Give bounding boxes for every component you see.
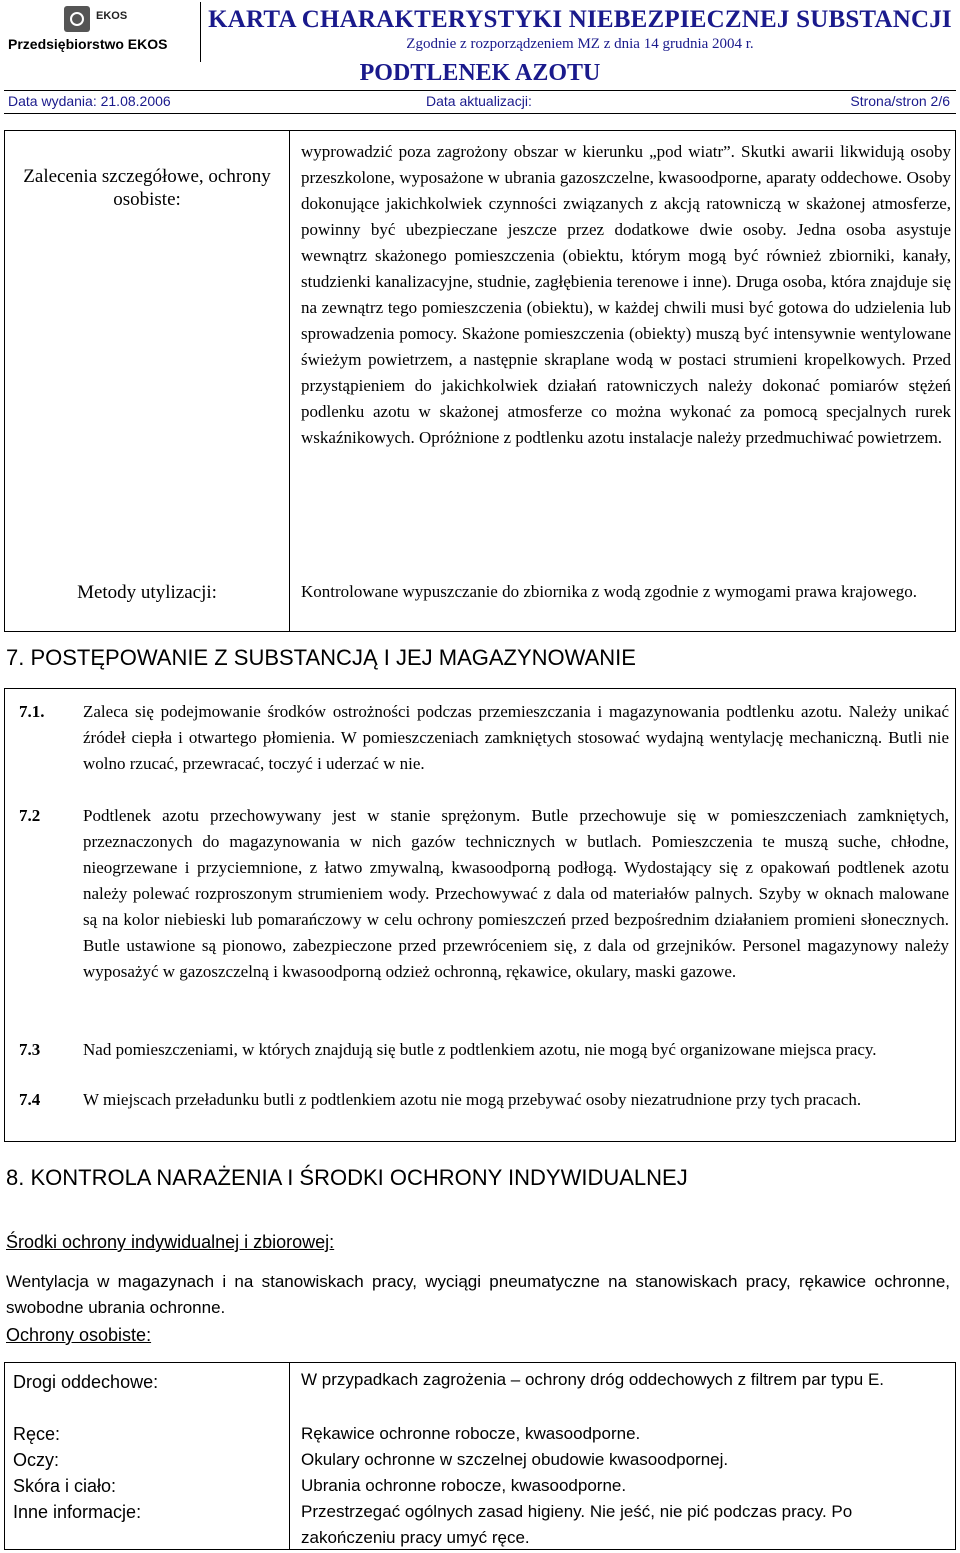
logo-mark-icon <box>64 6 90 32</box>
collective-protection-label: Środki ochrony indywidualnej i zbiorowej: <box>6 1232 335 1252</box>
document-header <box>4 2 956 109</box>
update-date: Data aktualizacji: <box>426 93 532 109</box>
personal-protection-heading: Ochrony osobiste: <box>6 1325 152 1345</box>
respiratory-text: W przypadkach zagrożenia – ochrony dróg oddechowych z filtrem par typu E. <box>301 1370 885 1389</box>
company-box <box>4 2 201 62</box>
row-text: Zaleca się podejmowanie środków ostrożności podczas przemieszczania i magazynowania podtlenku azotu. Należy unikać źródeł ciepła i otwartego płomienia. W pomieszczeniach zamkniętych stosować wydajną wentylację mechaniczną. Butli nie wolno rzucać, przewracać, toczyć i uderzać w nie. <box>83 702 949 773</box>
disposal-methods-label: Metody utylizacji: <box>77 582 217 603</box>
product-name: PODTLENEK AZOTU <box>359 60 601 86</box>
row-text: Nad pomieszczeniami, w których znajdują się butle z podtlenkiem azotu, nie mogą być organizowane miejsca pracy. <box>83 1040 877 1059</box>
issue-date: Data wydania: 21.08.2006 <box>8 93 171 109</box>
eyes-label: Oczy: <box>13 1450 60 1470</box>
company-logo <box>64 6 134 32</box>
section7-heading: 7. POSTĘPOWANIE Z SUBSTANCJĄ I JEJ MAGAZYNOWANIE <box>6 645 636 670</box>
section6-table <box>4 130 956 632</box>
logo-text: EKOS <box>96 10 128 22</box>
column-divider <box>289 131 290 631</box>
row-number: 7.4 <box>19 1090 41 1109</box>
other-info-text: Przestrzegać ogólnych zasad higieny. Nie jeść, nie pić podczas pracy. Po zakończeniu pracy umyć ręce. <box>301 1502 853 1547</box>
row-text: W miejscach przeładunku butli z podtlenkiem azotu nie mogą przebywać osoby niezatrudnione przy tych pracach. <box>83 1090 862 1109</box>
personal-protection-label: Zalecenia szczegółowe, ochrony osobiste: <box>23 166 271 210</box>
hands-label: Ręce: <box>13 1424 61 1444</box>
page-number: Strona/stron 2/6 <box>850 93 950 109</box>
document-title: KARTA CHARAKTERYSTYKI NIEBEZPIECZNEJ SUBSTANCJI <box>208 6 952 33</box>
column-divider <box>289 1363 290 1549</box>
row-text: Podtlenek azotu przechowywany jest w stanie sprężonym. Butle przechowuje się w pomieszczeniach zamkniętych, przeznaczonych do magazynowania w nich gazów technicznych w butlach. Pomieszczenia te muszą suche, chłodne, nieogrzewane i przyciemnione, z łatwo zmywalną, kwasoodporną podłogą. Wydostający się z opakowań podtlenek azotu należy polewać rozproszonym strumieniem wody. Przechowywać z dala od materiałów palnych. Szyby w oknach malowane są na kolor niebieski lub pomarańczowy w celu ochrony pomieszczeń przed bezpośrednim działaniem promieni słonecznych. Butle ustawione są pionowo, zabezpieczone przed przewróceniem się, z dala od grzejników. Personel magazynowy należy wyposażyć w gazoszczelną i kwasoodporną odzież ochronną, rękawice, okulary, maski gazowe. <box>83 806 949 981</box>
row-number: 7.3 <box>19 1040 41 1059</box>
hands-text: Rękawice ochronne robocze, kwasoodporne. <box>301 1424 641 1443</box>
respiratory-label: Drogi oddechowe: <box>13 1372 159 1392</box>
other-info-label: Inne informacje: <box>13 1502 142 1522</box>
skin-text: Ubrania ochronne robocze, kwasoodporne. <box>301 1476 627 1495</box>
eyes-text: Okulary ochronne w szczelnej obudowie kwasoodpornej. <box>301 1450 729 1469</box>
personal-protection-table <box>4 1362 956 1550</box>
row-number: 7.1. <box>19 702 45 721</box>
section7-table <box>4 688 956 1142</box>
company-name: Przedsiębiorstwo EKOS <box>8 36 168 52</box>
row-number: 7.2 <box>19 806 41 825</box>
section8-heading: 8. KONTROLA NARAŻENIA I ŚRODKI OCHRONY INDYWIDUALNEJ <box>6 1165 688 1190</box>
personal-protection-text: wyprowadzić poza zagrożony obszar w kierunku „pod wiatr”. Skutki awarii likwidują osoby przeszkolone, wyposażone w ubrania gazoszczelne, kwasoodporne, aparaty oddechowe. Osoby dokonujące jakichkolwiek czynności związanych z akcją ratowniczą w skażonej atmosferze, powinny być ubezpieczane jeszcze przez dodatkowe dwie osoby. Jedna osoba asystuje wewnątrz skażonego pomieszczenia (obiektu, którym mogą być również zbiorniki, kanały, studzienki kanalizacyjne, studnie, zagłębienia terenowe i inne). Druga osoba, która znajduje się na zewnątrz tego pomieszczenia (obiektu), w każdej chwili musi być gotowa do udzielenia lub sprowadzenia pomocy. Skażone pomieszczenia (obiekty) muszą być intensywnie wentylowane świeżym powietrzem, a następnie skraplane wodą w postaci strumieni kropelkowych. Przed przystąpieniem do jakichkolwiek działań ratowniczych należy dokonać pomiarów stężeń podlenku azotu w skażonej atmosferze co można wykonać za pomocą specjalnych rurek wskaźnikowych. Opróżnione z podtlenku azotu instalacje należy przedmuchiwać powietrzem. <box>301 142 951 447</box>
document-subtitle: Zgodnie z rozporządzeniem MZ z dnia 14 grudnia 2004 r. <box>406 36 754 52</box>
collective-protection-text: Wentylacja w magazynach i na stanowiskach pracy, wyciągi pneumatyczne na stanowiskach pracy, rękawice ochronne, swobodne ubrania ochronne. <box>6 1272 950 1317</box>
skin-label: Skóra i ciało: <box>13 1476 117 1496</box>
disposal-methods-text: Kontrolowane wypuszczanie do zbiornika z wodą zgodnie z wymogami prawa krajowego. <box>301 582 918 601</box>
date-bar <box>4 90 956 114</box>
